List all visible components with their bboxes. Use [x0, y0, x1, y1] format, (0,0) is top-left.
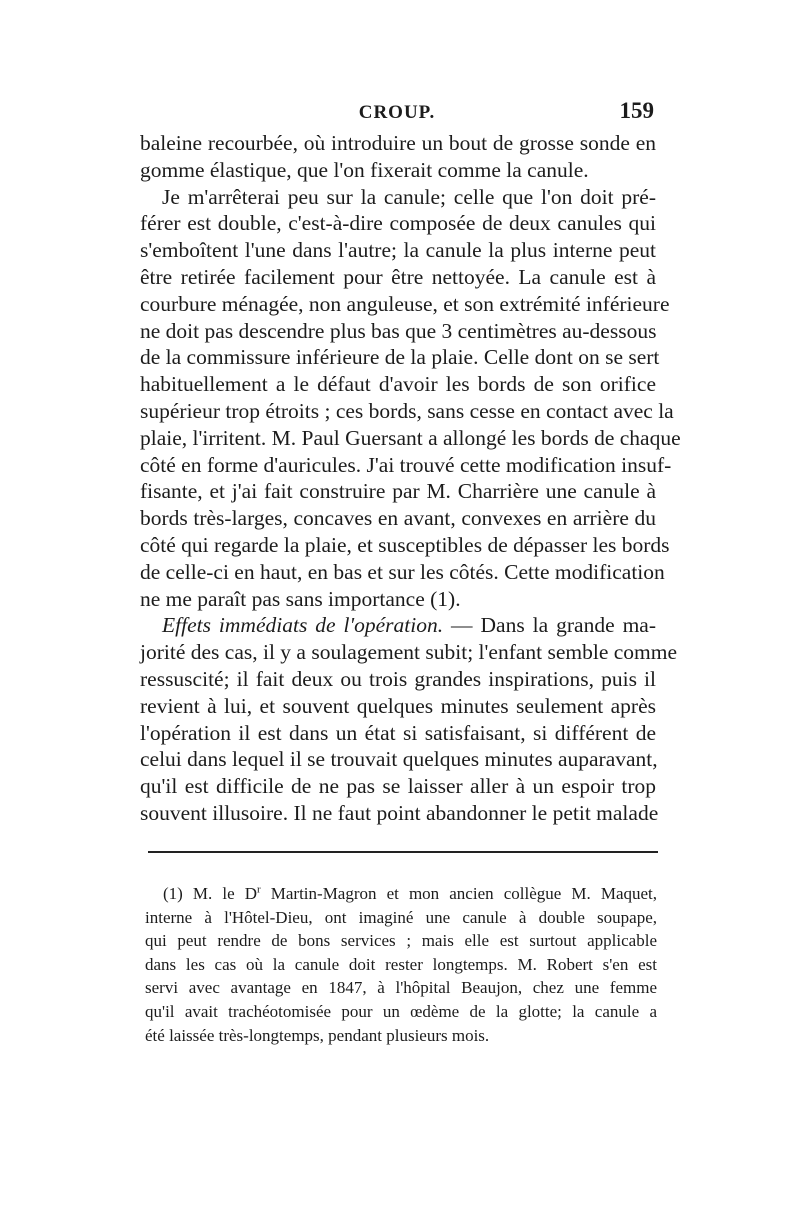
- running-head: CROUP.: [358, 102, 436, 123]
- text-line: revient à lui, et souvent quelques minutes seulement après: [140, 693, 656, 718]
- text-line: gomme élastique, que l'on fixerait comme la canule.: [140, 157, 589, 182]
- page-header: [140, 98, 654, 128]
- text-span: — Dans la grande ma-: [443, 613, 656, 638]
- text-line: ne doit pas descendre plus bas que 3 centimètres au-dessous: [140, 318, 657, 343]
- text-line: ne me paraît pas sans importance (1).: [140, 586, 461, 611]
- text-span: Martin-Magron et mon ancien collègue M. Maquet,: [260, 884, 658, 903]
- footnote-line: dans les cas où la canule doit rester longtemps. M. Robert s'en est: [145, 954, 657, 974]
- footnote-divider: [148, 851, 658, 853]
- text-line: l'opération il est dans un état si satisfaisant, si différent de: [140, 720, 656, 745]
- text-line: souvent illusoire. Il ne faut point abandonner le petit malade: [140, 800, 659, 825]
- text-line: plaie, l'irritent. M. Paul Guersant a allongé les bords de chaque: [140, 425, 681, 450]
- text-line: supérieur trop étroits ; ces bords, sans cesse en contact avec la: [140, 398, 674, 423]
- page-number: 159: [619, 98, 654, 123]
- text-line: Je m'arrêterai peu sur la canule; celle que l'on doit pré-: [162, 184, 656, 209]
- text-line: ressuscité; il fait deux ou trois grandes inspirations, puis il: [140, 666, 656, 691]
- text-line: jorité des cas, il y a soulagement subit; l'enfant semble comme: [140, 640, 678, 665]
- text-line: habituellement a le défaut d'avoir les bords de son orifice: [140, 372, 656, 397]
- footnote-line: [145, 882, 657, 906]
- footnote-superscript: r: [257, 883, 261, 896]
- text-line: celui dans lequel il se trouvait quelques minutes auparavant,: [140, 747, 658, 772]
- text-line: baleine recourbée, où introduire un bout de grosse sonde en: [140, 131, 656, 155]
- text-line: bords très-larges, concaves en avant, convexes en arrière du: [140, 506, 656, 531]
- body-text: [140, 130, 681, 827]
- text-line: courbure ménagée, non anguleuse, et son extrémité inférieure: [140, 291, 670, 316]
- text-line: fisante, et j'ai fait construire par M. Charrière une canule à: [140, 479, 656, 504]
- footnote-marker: (1) M. le D: [163, 884, 257, 903]
- section-title: Effets immédiats de l'opération.: [162, 613, 444, 638]
- footnote-line: qui peut rendre de bons services ; mais elle est surtout applicable: [145, 931, 657, 951]
- text-line: de la commissure inférieure de la plaie. Celle dont on se sert: [140, 345, 660, 370]
- section-opening-line: [140, 612, 656, 639]
- text-line: qu'il est difficile de ne pas se laisser aller à un espoir trop: [140, 774, 656, 799]
- footnote-line: interne à l'Hôtel-Dieu, ont imaginé une canule à double soupape,: [145, 907, 657, 927]
- footnote: [145, 882, 657, 1047]
- footnote-line: servi avec avantage en 1847, à l'hôpital Beaujon, chez une femme: [145, 978, 657, 998]
- text-line: être retirée facilement pour être nettoyée. La canule est à: [140, 264, 656, 289]
- footnote-line: qu'il avait trachéotomisée pour un œdème de la glotte; la canule a: [145, 1001, 657, 1021]
- text-line: côté en forme d'auricules. J'ai trouvé cette modification insuf-: [140, 452, 672, 477]
- text-line: s'emboîtent l'une dans l'autre; la canule la plus interne peut: [140, 238, 656, 263]
- text-line: côté qui regarde la plaie, et susceptibles de dépasser les bords: [140, 532, 670, 557]
- text-line: de celle-ci en haut, en bas et sur les côtés. Cette modification: [140, 559, 665, 584]
- text-line: férer est double, c'est-à-dire composée de deux canules qui: [140, 211, 656, 236]
- footnote-line: été laissée très-longtemps, pendant plusieurs mois.: [145, 1025, 490, 1045]
